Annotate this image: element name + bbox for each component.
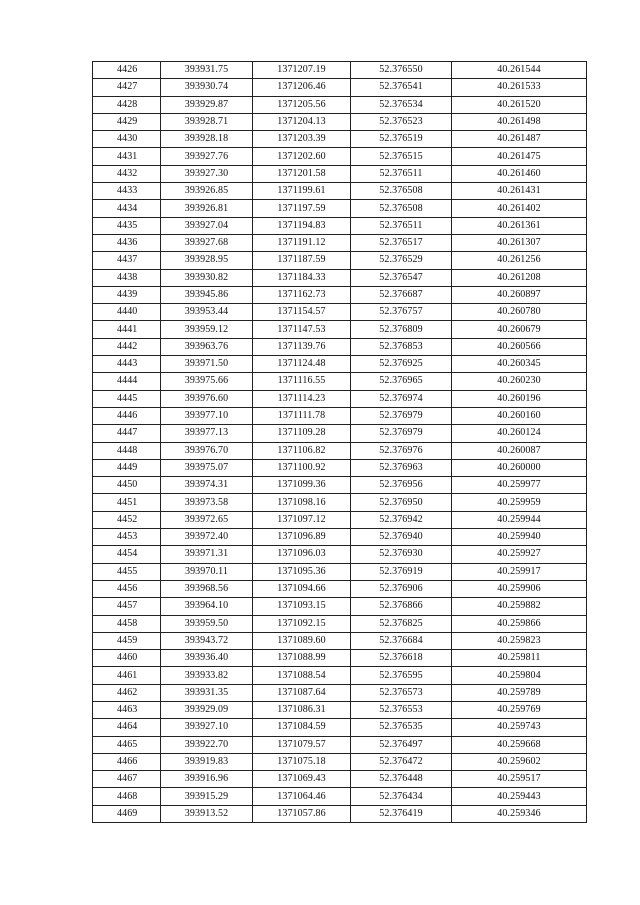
- longitude-cell: 40.259944: [452, 511, 587, 528]
- y-coordinate-cell: 1371206.46: [253, 79, 351, 96]
- longitude-cell: 40.261520: [452, 96, 587, 113]
- latitude-cell: 52.376419: [351, 805, 452, 822]
- y-coordinate-cell: 1371088.99: [253, 650, 351, 667]
- y-coordinate-cell: 1371096.03: [253, 546, 351, 563]
- longitude-cell: 40.261487: [452, 131, 587, 148]
- longitude-cell: 40.259882: [452, 598, 587, 615]
- point-number-cell: 4469: [93, 805, 161, 822]
- x-coordinate-cell: 393919.83: [161, 753, 253, 770]
- latitude-cell: 52.376684: [351, 632, 452, 649]
- table-row: [93, 148, 587, 165]
- point-number-cell: 4460: [93, 650, 161, 667]
- x-coordinate-cell: 393959.12: [161, 321, 253, 338]
- longitude-cell: 40.259743: [452, 719, 587, 736]
- longitude-cell: 40.260000: [452, 459, 587, 476]
- point-number-cell: 4430: [93, 131, 161, 148]
- point-number-cell: 4456: [93, 580, 161, 597]
- y-coordinate-cell: 1371069.43: [253, 771, 351, 788]
- y-coordinate-cell: 1371203.39: [253, 131, 351, 148]
- y-coordinate-cell: 1371111.78: [253, 407, 351, 424]
- x-coordinate-cell: 393971.31: [161, 546, 253, 563]
- coordinates-table: [92, 61, 587, 823]
- longitude-cell: 40.261475: [452, 148, 587, 165]
- longitude-cell: 40.259823: [452, 632, 587, 649]
- y-coordinate-cell: 1371097.12: [253, 511, 351, 528]
- longitude-cell: 40.261361: [452, 217, 587, 234]
- latitude-cell: 52.376529: [351, 252, 452, 269]
- table-row: [93, 546, 587, 563]
- point-number-cell: 4450: [93, 477, 161, 494]
- latitude-cell: 52.376687: [351, 286, 452, 303]
- table-row: [93, 667, 587, 684]
- longitude-cell: 40.259906: [452, 580, 587, 597]
- table-row: [93, 252, 587, 269]
- y-coordinate-cell: 1371079.57: [253, 736, 351, 753]
- table-row: [93, 632, 587, 649]
- latitude-cell: 52.376534: [351, 96, 452, 113]
- x-coordinate-cell: 393915.29: [161, 788, 253, 805]
- latitude-cell: 52.376825: [351, 615, 452, 632]
- point-number-cell: 4438: [93, 269, 161, 286]
- x-coordinate-cell: 393927.76: [161, 148, 253, 165]
- longitude-cell: 40.261256: [452, 252, 587, 269]
- point-number-cell: 4447: [93, 425, 161, 442]
- longitude-cell: 40.259866: [452, 615, 587, 632]
- y-coordinate-cell: 1371088.54: [253, 667, 351, 684]
- table-row: [93, 650, 587, 667]
- latitude-cell: 52.376535: [351, 719, 452, 736]
- y-coordinate-cell: 1371194.83: [253, 217, 351, 234]
- y-coordinate-cell: 1371116.55: [253, 373, 351, 390]
- latitude-cell: 52.376523: [351, 113, 452, 130]
- point-number-cell: 4431: [93, 148, 161, 165]
- point-number-cell: 4449: [93, 459, 161, 476]
- latitude-cell: 52.376925: [351, 356, 452, 373]
- y-coordinate-cell: 1371096.89: [253, 529, 351, 546]
- longitude-cell: 40.259804: [452, 667, 587, 684]
- point-number-cell: 4440: [93, 304, 161, 321]
- longitude-cell: 40.259977: [452, 477, 587, 494]
- y-coordinate-cell: 1371184.33: [253, 269, 351, 286]
- point-number-cell: 4459: [93, 632, 161, 649]
- point-number-cell: 4467: [93, 771, 161, 788]
- y-coordinate-cell: 1371124.48: [253, 356, 351, 373]
- table-row: [93, 183, 587, 200]
- longitude-cell: 40.261533: [452, 79, 587, 96]
- x-coordinate-cell: 393927.68: [161, 234, 253, 251]
- latitude-cell: 52.376547: [351, 269, 452, 286]
- latitude-cell: 52.376472: [351, 753, 452, 770]
- x-coordinate-cell: 393963.76: [161, 338, 253, 355]
- table-row: [93, 356, 587, 373]
- latitude-cell: 52.376553: [351, 701, 452, 718]
- table-row: [93, 511, 587, 528]
- table-row: [93, 580, 587, 597]
- y-coordinate-cell: 1371205.56: [253, 96, 351, 113]
- x-coordinate-cell: 393964.10: [161, 598, 253, 615]
- x-coordinate-cell: 393973.58: [161, 494, 253, 511]
- latitude-cell: 52.376866: [351, 598, 452, 615]
- x-coordinate-cell: 393977.13: [161, 425, 253, 442]
- point-number-cell: 4448: [93, 442, 161, 459]
- longitude-cell: 40.261402: [452, 200, 587, 217]
- x-coordinate-cell: 393929.87: [161, 96, 253, 113]
- latitude-cell: 52.376550: [351, 62, 452, 79]
- longitude-cell: 40.260345: [452, 356, 587, 373]
- longitude-cell: 40.259959: [452, 494, 587, 511]
- longitude-cell: 40.259789: [452, 684, 587, 701]
- table-row: [93, 563, 587, 580]
- point-number-cell: 4444: [93, 373, 161, 390]
- longitude-cell: 40.260230: [452, 373, 587, 390]
- y-coordinate-cell: 1371109.28: [253, 425, 351, 442]
- table-row: [93, 805, 587, 822]
- x-coordinate-cell: 393972.65: [161, 511, 253, 528]
- y-coordinate-cell: 1371086.31: [253, 701, 351, 718]
- point-number-cell: 4462: [93, 684, 161, 701]
- point-number-cell: 4441: [93, 321, 161, 338]
- x-coordinate-cell: 393913.52: [161, 805, 253, 822]
- table-row: [93, 719, 587, 736]
- longitude-cell: 40.259940: [452, 529, 587, 546]
- point-number-cell: 4461: [93, 667, 161, 684]
- x-coordinate-cell: 393970.11: [161, 563, 253, 580]
- table-row: [93, 736, 587, 753]
- latitude-cell: 52.376448: [351, 771, 452, 788]
- x-coordinate-cell: 393931.75: [161, 62, 253, 79]
- y-coordinate-cell: 1371187.59: [253, 252, 351, 269]
- y-coordinate-cell: 1371099.36: [253, 477, 351, 494]
- x-coordinate-cell: 393933.82: [161, 667, 253, 684]
- longitude-cell: 40.260196: [452, 390, 587, 407]
- latitude-cell: 52.376511: [351, 165, 452, 182]
- y-coordinate-cell: 1371202.60: [253, 148, 351, 165]
- table-row: [93, 131, 587, 148]
- longitude-cell: 40.259346: [452, 805, 587, 822]
- longitude-cell: 40.259517: [452, 771, 587, 788]
- longitude-cell: 40.260780: [452, 304, 587, 321]
- point-number-cell: 4435: [93, 217, 161, 234]
- x-coordinate-cell: 393977.10: [161, 407, 253, 424]
- x-coordinate-cell: 393926.85: [161, 183, 253, 200]
- y-coordinate-cell: 1371100.92: [253, 459, 351, 476]
- latitude-cell: 52.376976: [351, 442, 452, 459]
- x-coordinate-cell: 393972.40: [161, 529, 253, 546]
- table-row: [93, 425, 587, 442]
- latitude-cell: 52.376965: [351, 373, 452, 390]
- longitude-cell: 40.259927: [452, 546, 587, 563]
- y-coordinate-cell: 1371139.76: [253, 338, 351, 355]
- y-coordinate-cell: 1371057.86: [253, 805, 351, 822]
- latitude-cell: 52.376511: [351, 217, 452, 234]
- table-row: [93, 373, 587, 390]
- x-coordinate-cell: 393928.18: [161, 131, 253, 148]
- longitude-cell: 40.261208: [452, 269, 587, 286]
- point-number-cell: 4443: [93, 356, 161, 373]
- point-number-cell: 4432: [93, 165, 161, 182]
- longitude-cell: 40.260160: [452, 407, 587, 424]
- table-row: [93, 62, 587, 79]
- longitude-cell: 40.260566: [452, 338, 587, 355]
- table-row: [93, 701, 587, 718]
- x-coordinate-cell: 393931.35: [161, 684, 253, 701]
- point-number-cell: 4465: [93, 736, 161, 753]
- x-coordinate-cell: 393975.66: [161, 373, 253, 390]
- table-row: [93, 96, 587, 113]
- y-coordinate-cell: 1371064.46: [253, 788, 351, 805]
- x-coordinate-cell: 393975.07: [161, 459, 253, 476]
- table-row: [93, 234, 587, 251]
- longitude-cell: 40.261307: [452, 234, 587, 251]
- x-coordinate-cell: 393976.60: [161, 390, 253, 407]
- point-number-cell: 4468: [93, 788, 161, 805]
- y-coordinate-cell: 1371089.60: [253, 632, 351, 649]
- latitude-cell: 52.376940: [351, 529, 452, 546]
- point-number-cell: 4434: [93, 200, 161, 217]
- table-row: [93, 338, 587, 355]
- point-number-cell: 4454: [93, 546, 161, 563]
- y-coordinate-cell: 1371162.73: [253, 286, 351, 303]
- table-row: [93, 477, 587, 494]
- latitude-cell: 52.376950: [351, 494, 452, 511]
- latitude-cell: 52.376942: [351, 511, 452, 528]
- point-number-cell: 4442: [93, 338, 161, 355]
- table-row: [93, 113, 587, 130]
- x-coordinate-cell: 393971.50: [161, 356, 253, 373]
- point-number-cell: 4445: [93, 390, 161, 407]
- latitude-cell: 52.376517: [351, 234, 452, 251]
- longitude-cell: 40.260679: [452, 321, 587, 338]
- y-coordinate-cell: 1371095.36: [253, 563, 351, 580]
- point-number-cell: 4457: [93, 598, 161, 615]
- point-number-cell: 4453: [93, 529, 161, 546]
- y-coordinate-cell: 1371094.66: [253, 580, 351, 597]
- longitude-cell: 40.259769: [452, 701, 587, 718]
- longitude-cell: 40.261544: [452, 62, 587, 79]
- point-number-cell: 4436: [93, 234, 161, 251]
- x-coordinate-cell: 393968.56: [161, 580, 253, 597]
- point-number-cell: 4463: [93, 701, 161, 718]
- latitude-cell: 52.376963: [351, 459, 452, 476]
- table-row: [93, 79, 587, 96]
- latitude-cell: 52.376515: [351, 148, 452, 165]
- point-number-cell: 4433: [93, 183, 161, 200]
- x-coordinate-cell: 393936.40: [161, 650, 253, 667]
- latitude-cell: 52.376919: [351, 563, 452, 580]
- x-coordinate-cell: 393927.04: [161, 217, 253, 234]
- latitude-cell: 52.376853: [351, 338, 452, 355]
- table-row: [93, 165, 587, 182]
- y-coordinate-cell: 1371204.13: [253, 113, 351, 130]
- y-coordinate-cell: 1371084.59: [253, 719, 351, 736]
- y-coordinate-cell: 1371191.12: [253, 234, 351, 251]
- y-coordinate-cell: 1371087.64: [253, 684, 351, 701]
- coordinates-table-body: [93, 62, 587, 823]
- latitude-cell: 52.376979: [351, 425, 452, 442]
- longitude-cell: 40.259443: [452, 788, 587, 805]
- latitude-cell: 52.376497: [351, 736, 452, 753]
- y-coordinate-cell: 1371154.57: [253, 304, 351, 321]
- latitude-cell: 52.376541: [351, 79, 452, 96]
- latitude-cell: 52.376974: [351, 390, 452, 407]
- y-coordinate-cell: 1371106.82: [253, 442, 351, 459]
- point-number-cell: 4437: [93, 252, 161, 269]
- latitude-cell: 52.376508: [351, 200, 452, 217]
- x-coordinate-cell: 393926.81: [161, 200, 253, 217]
- latitude-cell: 52.376956: [351, 477, 452, 494]
- latitude-cell: 52.376757: [351, 304, 452, 321]
- table-row: [93, 771, 587, 788]
- table-row: [93, 494, 587, 511]
- y-coordinate-cell: 1371098.16: [253, 494, 351, 511]
- table-row: [93, 684, 587, 701]
- point-number-cell: 4455: [93, 563, 161, 580]
- y-coordinate-cell: 1371075.18: [253, 753, 351, 770]
- point-number-cell: 4464: [93, 719, 161, 736]
- table-row: [93, 390, 587, 407]
- x-coordinate-cell: 393930.74: [161, 79, 253, 96]
- y-coordinate-cell: 1371199.61: [253, 183, 351, 200]
- latitude-cell: 52.376573: [351, 684, 452, 701]
- latitude-cell: 52.376979: [351, 407, 452, 424]
- latitude-cell: 52.376434: [351, 788, 452, 805]
- latitude-cell: 52.376519: [351, 131, 452, 148]
- table-row: [93, 407, 587, 424]
- table-row: [93, 459, 587, 476]
- longitude-cell: 40.260087: [452, 442, 587, 459]
- y-coordinate-cell: 1371092.15: [253, 615, 351, 632]
- table-row: [93, 321, 587, 338]
- x-coordinate-cell: 393927.10: [161, 719, 253, 736]
- x-coordinate-cell: 393928.95: [161, 252, 253, 269]
- table-row: [93, 200, 587, 217]
- x-coordinate-cell: 393976.70: [161, 442, 253, 459]
- longitude-cell: 40.259811: [452, 650, 587, 667]
- point-number-cell: 4466: [93, 753, 161, 770]
- y-coordinate-cell: 1371201.58: [253, 165, 351, 182]
- latitude-cell: 52.376618: [351, 650, 452, 667]
- table-row: [93, 286, 587, 303]
- latitude-cell: 52.376508: [351, 183, 452, 200]
- latitude-cell: 52.376595: [351, 667, 452, 684]
- table-row: [93, 753, 587, 770]
- point-number-cell: 4428: [93, 96, 161, 113]
- point-number-cell: 4427: [93, 79, 161, 96]
- table-row: [93, 217, 587, 234]
- table-row: [93, 269, 587, 286]
- point-number-cell: 4452: [93, 511, 161, 528]
- longitude-cell: 40.260897: [452, 286, 587, 303]
- longitude-cell: 40.259917: [452, 563, 587, 580]
- point-number-cell: 4446: [93, 407, 161, 424]
- x-coordinate-cell: 393916.96: [161, 771, 253, 788]
- latitude-cell: 52.376906: [351, 580, 452, 597]
- point-number-cell: 4439: [93, 286, 161, 303]
- y-coordinate-cell: 1371197.59: [253, 200, 351, 217]
- x-coordinate-cell: 393959.50: [161, 615, 253, 632]
- latitude-cell: 52.376930: [351, 546, 452, 563]
- table-row: [93, 615, 587, 632]
- point-number-cell: 4429: [93, 113, 161, 130]
- table-row: [93, 598, 587, 615]
- x-coordinate-cell: 393928.71: [161, 113, 253, 130]
- x-coordinate-cell: 393930.82: [161, 269, 253, 286]
- table-row: [93, 529, 587, 546]
- y-coordinate-cell: 1371207.19: [253, 62, 351, 79]
- x-coordinate-cell: 393945.86: [161, 286, 253, 303]
- x-coordinate-cell: 393922.70: [161, 736, 253, 753]
- longitude-cell: 40.261498: [452, 113, 587, 130]
- longitude-cell: 40.261460: [452, 165, 587, 182]
- y-coordinate-cell: 1371114.23: [253, 390, 351, 407]
- x-coordinate-cell: 393929.09: [161, 701, 253, 718]
- point-number-cell: 4458: [93, 615, 161, 632]
- latitude-cell: 52.376809: [351, 321, 452, 338]
- point-number-cell: 4426: [93, 62, 161, 79]
- longitude-cell: 40.259668: [452, 736, 587, 753]
- longitude-cell: 40.260124: [452, 425, 587, 442]
- table-row: [93, 788, 587, 805]
- table-row: [93, 304, 587, 321]
- x-coordinate-cell: 393927.30: [161, 165, 253, 182]
- table-row: [93, 442, 587, 459]
- longitude-cell: 40.259602: [452, 753, 587, 770]
- x-coordinate-cell: 393953.44: [161, 304, 253, 321]
- y-coordinate-cell: 1371093.15: [253, 598, 351, 615]
- x-coordinate-cell: 393974.31: [161, 477, 253, 494]
- point-number-cell: 4451: [93, 494, 161, 511]
- longitude-cell: 40.261431: [452, 183, 587, 200]
- x-coordinate-cell: 393943.72: [161, 632, 253, 649]
- y-coordinate-cell: 1371147.53: [253, 321, 351, 338]
